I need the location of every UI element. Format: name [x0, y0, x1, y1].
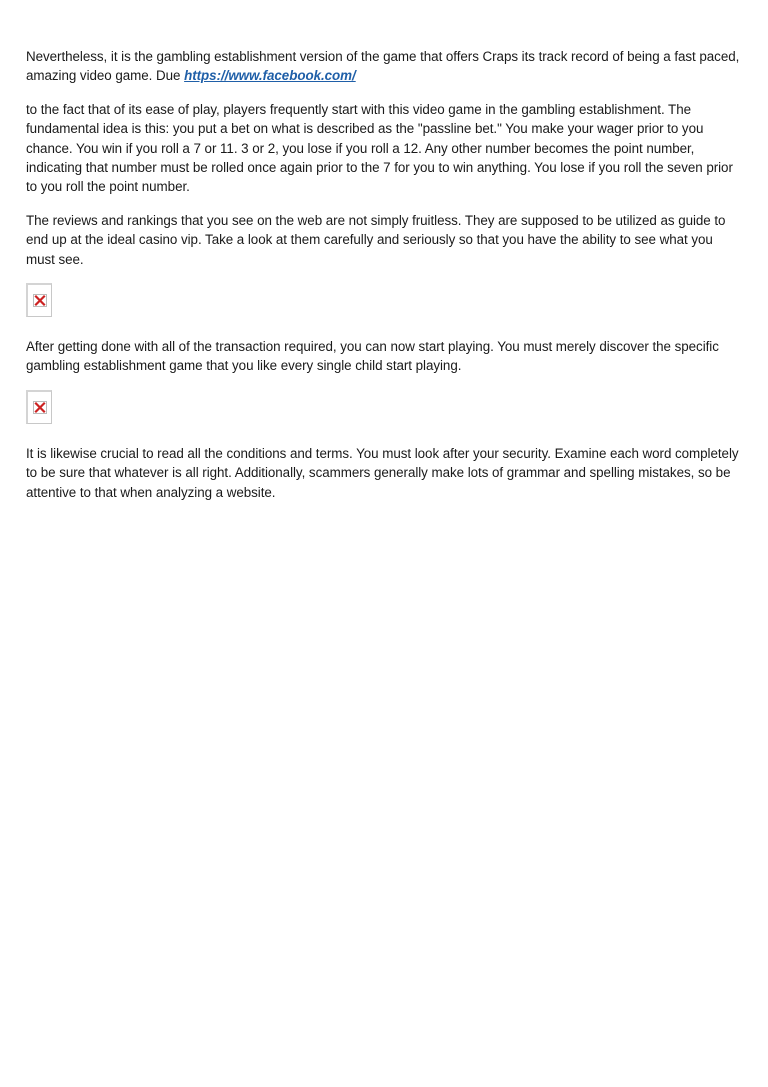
paragraph-4: After getting done with all of the transaction required, you can now start playing. You must merely discover the specific gambling establishment game that you like every single child start playing.: [26, 339, 719, 374]
paragraph-5: It is likewise crucial to read all the conditions and terms. You must look after your security. Examine each word completely to be sure that whatever is all right. Additionally, scammers generally make lots of grammar and spelling mistakes, so be attentive to that when analyzing a website.: [26, 445, 739, 500]
facebook-link[interactable]: https://www.facebook.com/: [184, 68, 356, 84]
broken-image-x-icon: [33, 401, 47, 414]
paragraph-3: The reviews and rankings that you see on the web are not simply fruitless. They are supposed to be utilized as guide to end up at the ideal casino vip. Take a look at them carefully and seriously so that you have the ability to see what you must see.: [26, 212, 726, 267]
paragraph-1-text: Nevertheless, it is the gambling establishment version of the game that offers Craps its track record of being a fast paced, amazing video game. Due: [26, 49, 740, 84]
broken-image-icon: [26, 390, 52, 424]
broken-image-icon: [26, 283, 52, 317]
broken-image-x-icon: [33, 294, 47, 307]
paragraph-2: to the fact that of its ease of play, players frequently start with this video game in the gambling establishment. The fundamental idea is this: you put a bet on what is described as the "passline bet." You make your wager prior to you chance. You win if you roll a 7 or 11. 3 or 2, you lose if you roll a 12. Any other number becomes the point number, indicating that number must be rolled once again prior to the 7 for you to win anything. You lose if you roll the seven prior to you roll the point number.: [26, 101, 733, 195]
document-page: [26, 47, 744, 502]
paragraph-1: [26, 47, 744, 86]
